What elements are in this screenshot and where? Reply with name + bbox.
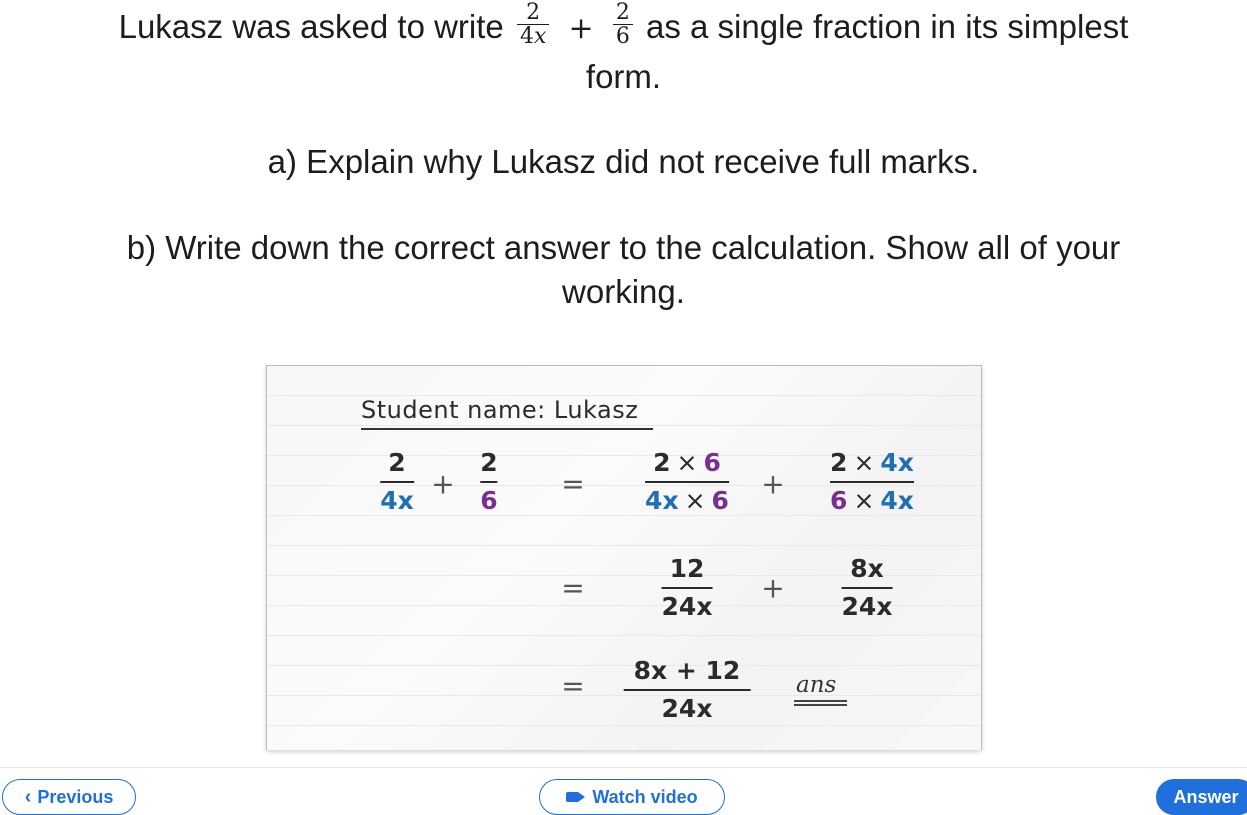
student-work-card [266, 365, 982, 750]
chevron-left-icon: ‹ [24, 786, 32, 808]
previous-button[interactable]: ‹ Previous [2, 779, 136, 815]
question-intro-line [0, 0, 1247, 52]
plus-sign: + [568, 11, 594, 46]
question-intro-end: form. [585, 58, 662, 95]
question-part-b-cont: working. [562, 273, 685, 310]
question-part-a: a) Explain why Lukasz did not receive full marks. [267, 143, 980, 180]
row2-equals: = [561, 571, 585, 605]
row1-equals: = [561, 467, 585, 501]
row1-fraction-4: 2 × 4x 6 × 4x [830, 448, 914, 515]
footer-divider [0, 767, 1247, 768]
fraction-2-over-4x: $\frac{2}{4x}$ [517, 2, 549, 48]
row3-equals: = [561, 669, 585, 703]
answer-button[interactable]: Answer [1156, 779, 1247, 815]
video-camera-icon [566, 792, 579, 802]
row3-fraction: 8x + 12 24x [624, 656, 751, 724]
ans-note: ans [796, 672, 837, 698]
row2-fraction-1: 12 24x [661, 554, 713, 621]
row2-fraction-2: 8x 24x [841, 554, 893, 621]
question-intro-text-2: as a single fraction in its simplest [646, 8, 1129, 45]
ans-underline-double [794, 704, 847, 706]
row1-plus-2: + [761, 467, 785, 501]
watch-video-button[interactable]: Watch video [539, 779, 725, 815]
student-name-underline [361, 428, 653, 430]
row1-fraction-2: 2 6 [480, 448, 498, 515]
question-part-b: b) Write down the correct answer to the calculation. Show all of your [126, 229, 1121, 266]
ans-underline [794, 700, 847, 702]
student-name-label: Student name: Lukasz [361, 396, 639, 424]
row1-plus: + [431, 467, 455, 501]
question-intro-text: Lukasz was asked to write [118, 8, 504, 45]
row1-fraction-1: 2 4x [380, 448, 414, 515]
row2-plus: + [761, 571, 785, 605]
row1-fraction-3: 2 × 6 4x × 6 [645, 448, 729, 515]
fraction-2-over-6: $\frac{2}{6}$ [613, 2, 633, 48]
